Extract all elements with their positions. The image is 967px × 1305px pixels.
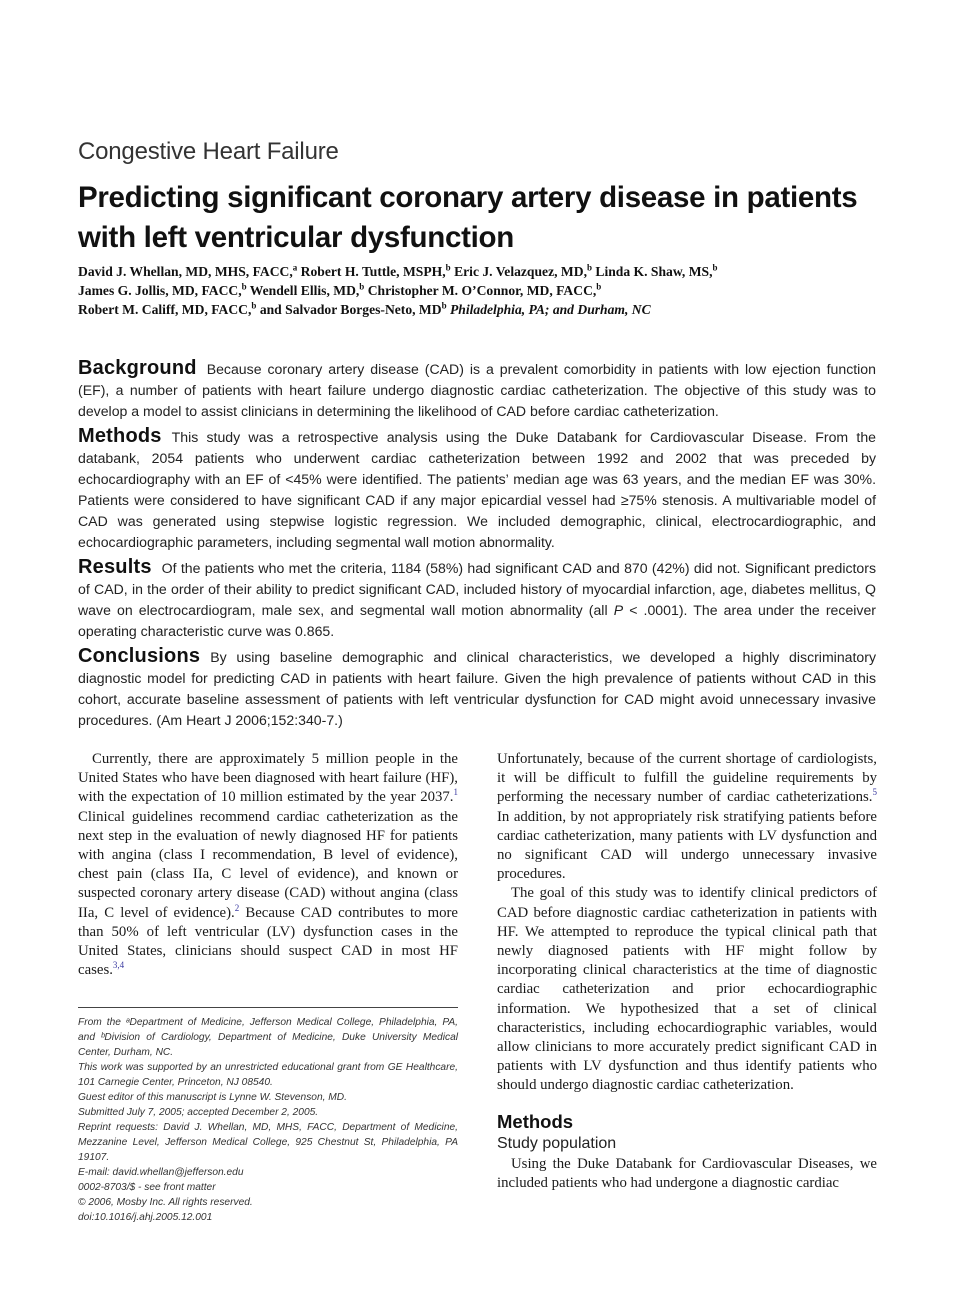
abstract-results-text-end: < .0001). The area under the receiver operating characteristic curve was 0.865. (78, 602, 876, 639)
author: Eric J. Velazquez, MD, (450, 264, 587, 279)
affiliation-mark: b (251, 300, 257, 311)
footnote-affiliations: From the ᵃDepartment of Medicine, Jefferson Medical College, Philadelphia, PA, and ᵇDivision of Cardiology, Department of Medicine, Duke University Medical Center, Durham, NC. (78, 1017, 458, 1058)
abstract-heading-background: Background (78, 357, 197, 379)
section-label: Congestive Heart Failure (78, 138, 339, 165)
body-text: Currently, there are approximately 5 million people in the United States who have been diagnosed with heart failure (HF), with the expectation of 10 million estimated by the year 2037. (78, 751, 458, 806)
body-paragraph: The goal of this study was to identify clinical predictors of CAD before diagnostic cardiac catheterization in patients with HF. We attempted to reproduce the typical clinical path that newly diagnosed patients with HF might follow by incorporating clinical characteristics at the time of diagnostic cardiac catheterization and prior echocardiographic information. We hypothesized that a set of clinical characteristics, including echocardiographic variables, would allow clinicians to more accurately predict significant CAD in patients with LV dysfunction and thus identify patients who should undergo diagnostic cardiac catheterization. (497, 885, 877, 1094)
subsection-heading-study-population: Study population (497, 1134, 617, 1152)
body-column-left (78, 750, 458, 980)
abstract-methods-text: This study was a retrospective analysis using the Duke Databank for Cardiovascular Disease. From the databank, 2054 patients who underwent cardiac catheterization between 1992 and 2002 that was preceded by echocardiography with an EF of <45% were identified. The patients’ median age was 63 years, and the median EF was 30%. Patients were considered to have significant CAD if any major epicardial vessel had ≥75% stenosis. A multivariable model of CAD was generated using stepwise logistic regression. We included demographic, clinical, electrocardiographic, and echocardiographic parameters, including segmental wall motion abnormality. (78, 429, 876, 550)
abstract-background (78, 358, 876, 422)
abstract-heading-conclusions: Conclusions (78, 645, 201, 667)
body-text: Unfortunately, because of the current shortage of cardiologists, it will be difficult to fulfill the guideline requirements by performing the necessary number of cardiac catheterizations. (497, 751, 877, 806)
footnote-guest-editor: Guest editor of this manuscript is Lynne W. Stevenson, MD. (78, 1092, 347, 1103)
article-title: Predicting significant coronary artery disease in patients with left ventricular dysfunction (78, 181, 858, 254)
affiliation-mark: b (445, 262, 451, 273)
abstract-heading-results: Results (78, 556, 152, 578)
p-value-symbol: P (613, 602, 624, 618)
footnotes (78, 1015, 458, 1225)
footnote-dates: Submitted July 7, 2005; accepted December 2, 2005. (78, 1107, 319, 1118)
abstract-conclusions-text: By using baseline demographic and clinical characteristics, we developed a highly discriminatory diagnostic model for predicting CAD in patients with heart failure. Given the high prevalence of patients without CAD in this cohort, accurate baseline assessment of patients with left ventricular dysfunction for CAD might avoid unnecessary invasive procedures. (Am Heart J 2006;152:340-7.) (78, 649, 876, 728)
author-line-2 (78, 281, 898, 300)
author: David J. Whellan, MD, MHS, FACC, (78, 264, 293, 279)
footnote-issn: 0002-8703/$ - see front matter (78, 1182, 216, 1193)
footnote-funding: This work was supported by an unrestricted educational grant from GE Healthcare, 101 Carnegie Center, Princeton, NJ 08540. (78, 1062, 458, 1088)
author-location: Philadelphia, PA; and Durham, NC (446, 302, 651, 317)
affiliation-mark: b (441, 300, 447, 311)
affiliation-mark: b (586, 262, 592, 273)
body-text: In addition, by not appropriately risk stratifying patients before cardiac catheterization, many patients with LV dysfunction and no significant CAD will undergo unnecessary invasive procedures. (497, 808, 877, 883)
footnote-copyright: © 2006, Mosby Inc. All rights reserved. (78, 1197, 253, 1208)
author-line-1 (78, 262, 898, 281)
section-heading-methods: Methods (497, 1110, 574, 1132)
author: and Salvador Borges-Neto, MD (256, 302, 442, 317)
author-list (78, 262, 898, 319)
body-paragraph (78, 750, 458, 980)
author: Linda K. Shaw, MS, (591, 264, 713, 279)
body-paragraph (497, 750, 877, 884)
footnote-doi[interactable]: doi:10.1016/j.ahj.2005.12.001 (78, 1212, 213, 1223)
abstract-background-text: Because coronary artery disease (CAD) is a prevalent comorbidity in patients with low ejection function (EF), a number of patients with heart failure undergo diagnostic cardiac catheterization. The objective of this study was to develop a model to assist clinicians in determining the likelihood of CAD before cardiac catheterization. (78, 361, 876, 419)
abstract-results-text: Of the patients who met the criteria, 1184 (58%) had significant CAD and 870 (42%) did not. Significant predictors of CAD, in the order of their ability to predict significant CAD, included history of myocardial infarction, age, diabetes mellitus, Q wave on electrocardiogram, male sex, and segmental wall motion abnormality (all (78, 560, 876, 618)
body-text: Clinical guidelines recommend cardiac catheterization as the next step in the evaluation of newly diagnosed HF for patients with angina (class I recommendation, B level of evidence), chest pain (class IIa, C level of evidence), and known or suspected coronary artery disease (CAD) without angina (class IIa, C level of evidence). (78, 808, 458, 921)
affiliation-mark: b (241, 281, 247, 292)
author: Christopher M. O’Connor, MD, FACC, (364, 283, 597, 298)
abstract-heading-methods: Methods (78, 425, 162, 447)
body-paragraph: Using the Duke Databank for Cardiovascular Diseases, we included patients who had undergone a diagnostic cardiac (497, 1155, 877, 1191)
citation-link[interactable]: 1 (453, 787, 458, 798)
abstract-conclusions (78, 646, 876, 731)
citation-link[interactable]: 2 (234, 902, 240, 913)
abstract-results (78, 557, 876, 642)
author: Wendell Ellis, MD, (246, 283, 360, 298)
citation-link[interactable]: 3,4 (112, 960, 125, 971)
body-column-right (497, 750, 877, 1193)
footnote-divider (78, 1007, 458, 1008)
author-line-3 (78, 300, 898, 319)
affiliation-mark: b (596, 281, 602, 292)
footnote-reprints: Reprint requests: David J. Whellan, MD, MHS, FACC, Department of Medicine, Mezzanine Level, Jefferson Medical College, 925 Chestnut St, Philadelphia, PA 19107. (78, 1122, 458, 1163)
body-text: Because CAD contributes to more than 50% of left ventricular (LV) dysfunction cases in the United States, clinicians should suspect CAD in most HF cases. (78, 904, 458, 979)
affiliation-mark: a (292, 262, 298, 273)
affiliation-mark: b (359, 281, 365, 292)
citation-link[interactable]: 5 (872, 787, 877, 798)
affiliation-mark: b (712, 262, 718, 273)
author: Robert H. Tuttle, MSPH, (297, 264, 446, 279)
abstract-methods (78, 426, 876, 553)
author: Robert M. Califf, MD, FACC, (78, 302, 252, 317)
author: James G. Jollis, MD, FACC, (78, 283, 242, 298)
abstract (78, 358, 876, 735)
footnote-email[interactable]: E-mail: david.whellan@jefferson.edu (78, 1167, 244, 1178)
